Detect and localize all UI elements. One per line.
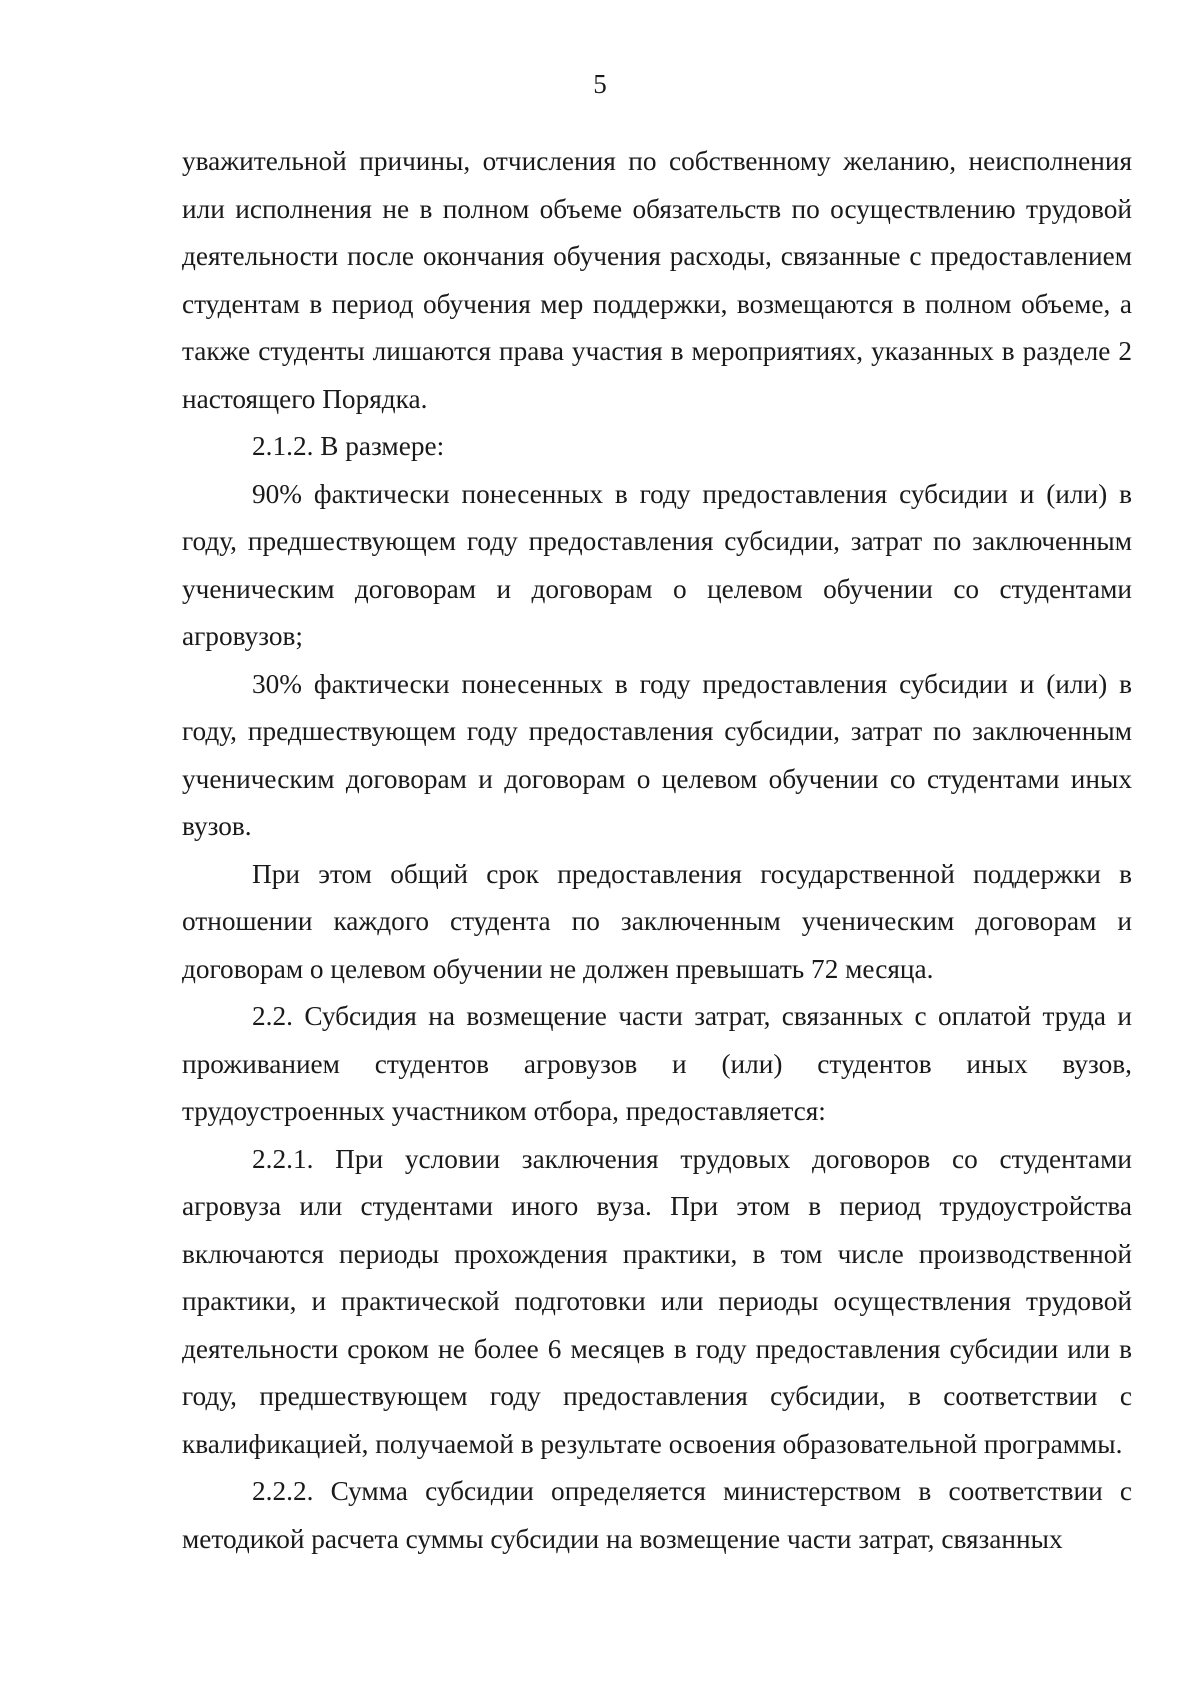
page-number: 5 [593, 69, 607, 99]
document-body [182, 138, 1132, 1563]
paragraph-2-2-1: 2.2.1. При условии заключения трудовых договоров со студентами агровуза или студентами иного вуза. При этом в период трудоустройства включаются периоды прохождения практики, в том числе производственной практики, и практической подготовки или периоды осуществления трудовой деятельности сроком не более 6 месяцев в году предоставления субсидии или в году, предшествующем году предоставления субсидии, в соответствии с квалификацией, получаемой в результате освоения образовательной программы. [182, 1143, 1132, 1459]
paragraph-2-2-2: 2.2.2. Сумма субсидии определяется министерством в соответствии с методикой расчета суммы субсидии на возмещение части затрат, связанных [182, 1476, 1132, 1554]
paragraph-30-percent: 30% фактически понесенных в году предоставления субсидии и (или) в году, предшествующем году предоставления субсидии, затрат по заключенным ученическим договорам и договорам о целевом обучении со студентами иных вузов. [182, 668, 1132, 841]
paragraph-total-term: При этом общий срок предоставления государственной поддержки в отношении каждого студента по заключенным ученическим договорам и договорам о целевом обучении не должен превышать 72 месяца. [182, 858, 1132, 984]
paragraph-2-1-2: 2.1.2. В размере: [252, 431, 445, 461]
paragraph-2-2: 2.2. Субсидия на возмещение части затрат, связанных с оплатой труда и проживанием студентов агровузов и (или) студентов иных вузов, трудоустроенных участником отбора, предоставляется: [182, 1001, 1132, 1126]
paragraph-continuation: уважительной причины, отчисления по собственному желанию, неисполнения или исполнения не в полном объеме обязательств по осуществлению трудовой деятельности после окончания обучения расходы, связанные с предоставлением студентам в период обучения мер поддержки, возмещаются в полном объеме, а также студенты лишаются права участия в мероприятиях, указанных в разделе 2 настоящего Порядка. [182, 146, 1132, 414]
paragraph-90-percent: 90% фактически понесенных в году предоставления субсидии и (или) в году, предшествующем году предоставления субсидии, затрат по заключенным ученическим договорам и договорам о целевом обучении со студентами агровузов; [182, 478, 1132, 651]
